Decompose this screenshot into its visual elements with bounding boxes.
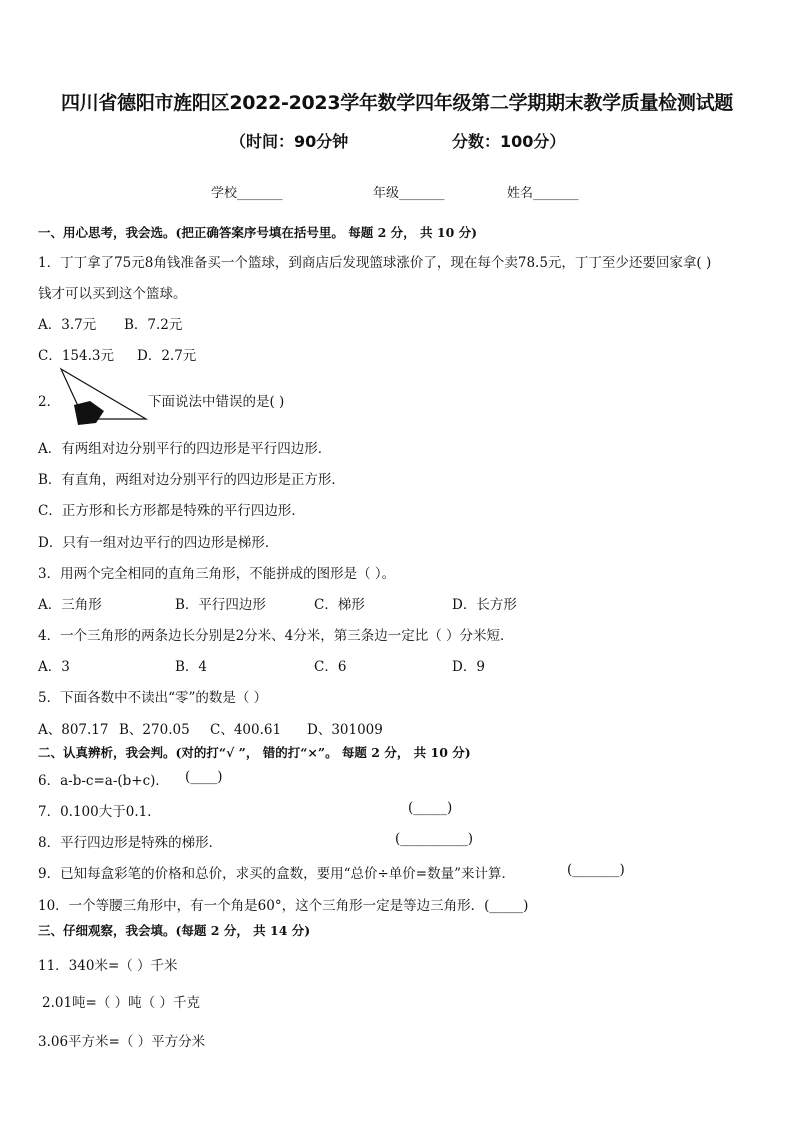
question-4-option-a[interactable]: A．3 (38, 659, 70, 675)
question-2-stem: 下面说法中错误的是( ) (148, 394, 285, 410)
question-12: 2.01吨=（ ）吨（ ）千克 (42, 995, 200, 1011)
question-4-option-d[interactable]: D．9 (452, 659, 485, 675)
question-13: 3.06平方米=（ ）平方分米 (38, 1034, 206, 1050)
question-4-option-b[interactable]: B．4 (175, 659, 208, 675)
question-9-answer[interactable]: (_______) (567, 862, 625, 878)
question-1-option-a[interactable]: A．3.7元 (38, 317, 97, 333)
question-2-option-b[interactable]: B．有直角，两组对边分别平行的四边形是正方形． (38, 472, 345, 488)
question-4-stem: 4．一个三角形的两条边长分别是2分米、4分米，第三条边一定比（ ）分米短． (38, 628, 514, 644)
question-10-text: 10．一个等腰三角形中，有一个角是60°，这个三角形一定是等边三角形．(_____) (38, 898, 529, 914)
question-1-option-c[interactable]: C．154.3元 (38, 348, 114, 364)
question-6-answer[interactable]: (____) (185, 769, 223, 785)
triangle-figure (58, 367, 152, 429)
question-6-text: 6．a-b-c=a-(b+c)． (38, 773, 169, 789)
page-title: 四川省德阳市旌阳区2022-2023学年数学四年级第二学期期末教学质量检测试题 (61, 92, 733, 114)
question-3-option-d[interactable]: D．长方形 (452, 597, 517, 613)
question-2-option-a[interactable]: A．有两组对边分别平行的四边形是平行四边形． (38, 441, 332, 457)
question-3-stem: 3．用两个完全相同的直角三角形，不能拼成的图形是（ ）。 (38, 566, 396, 582)
question-7-answer[interactable]: (_____) (408, 800, 453, 816)
name-field[interactable]: 姓名_______ (507, 186, 579, 201)
section-1-heading: 一、用心思考，我会选。(把正确答案序号填在括号里。 每题 2 分， 共 10 分) (38, 225, 478, 240)
section-3-heading: 三、仔细观察，我会填。(每题 2 分， 共 14 分) (38, 923, 311, 938)
question-8-text: 8．平行四边形是特殊的梯形． (38, 835, 223, 851)
question-5-option-a[interactable]: A、807.17 (38, 722, 109, 738)
question-7-text: 7．0.100大于0.1． (38, 804, 161, 820)
question-11: 11．340米=（ ）千米 (38, 958, 178, 974)
section-2-heading: 二、认真辨析，我会判。(对的打“√ ”， 错的打“×”。 每题 2 分， 共 10 分) (38, 745, 471, 760)
question-5-option-d[interactable]: D、301009 (307, 722, 383, 738)
question-1-line1: 1．丁丁拿了75元8角钱准备买一个篮球，到商店后发现篮球涨价了，现在每个卖78.5元，丁丁至少还要回家拿( ) (38, 255, 712, 271)
question-8-answer[interactable]: (__________) (395, 831, 474, 847)
grade-field[interactable]: 年级_______ (373, 186, 445, 201)
question-3-option-b[interactable]: B．平行四边形 (175, 597, 266, 613)
question-3-option-a[interactable]: A．三角形 (38, 597, 102, 613)
exam-time: （时间：90分钟 (230, 132, 349, 151)
question-2-number: 2． (38, 394, 61, 410)
question-4-option-c[interactable]: C．6 (314, 659, 347, 675)
question-3-option-c[interactable]: C．梯形 (314, 597, 365, 613)
question-1-option-b[interactable]: B．7.2元 (124, 317, 183, 333)
exam-score: 分数：100分） (452, 132, 566, 151)
question-9-text: 9．已知每盒彩笔的价格和总价，求买的盒数，要用“总价÷单价=数量”来计算． (38, 866, 516, 882)
school-field[interactable]: 学校_______ (211, 186, 283, 201)
question-5-option-b[interactable]: B、270.05 (119, 722, 190, 738)
question-1-option-d[interactable]: D．2.7元 (137, 348, 197, 364)
question-1-line2: 钱才可以买到这个篮球。 (38, 286, 187, 302)
question-2-option-c[interactable]: C．正方形和长方形都是特殊的平行四边形． (38, 503, 305, 519)
black-shape (74, 401, 104, 425)
question-5-option-c[interactable]: C、400.61 (210, 722, 282, 738)
question-2-option-d[interactable]: D．只有一组对边平行的四边形是梯形． (38, 535, 279, 551)
question-5-stem: 5．下面各数中不读出“零”的数是（ ） (38, 690, 268, 706)
